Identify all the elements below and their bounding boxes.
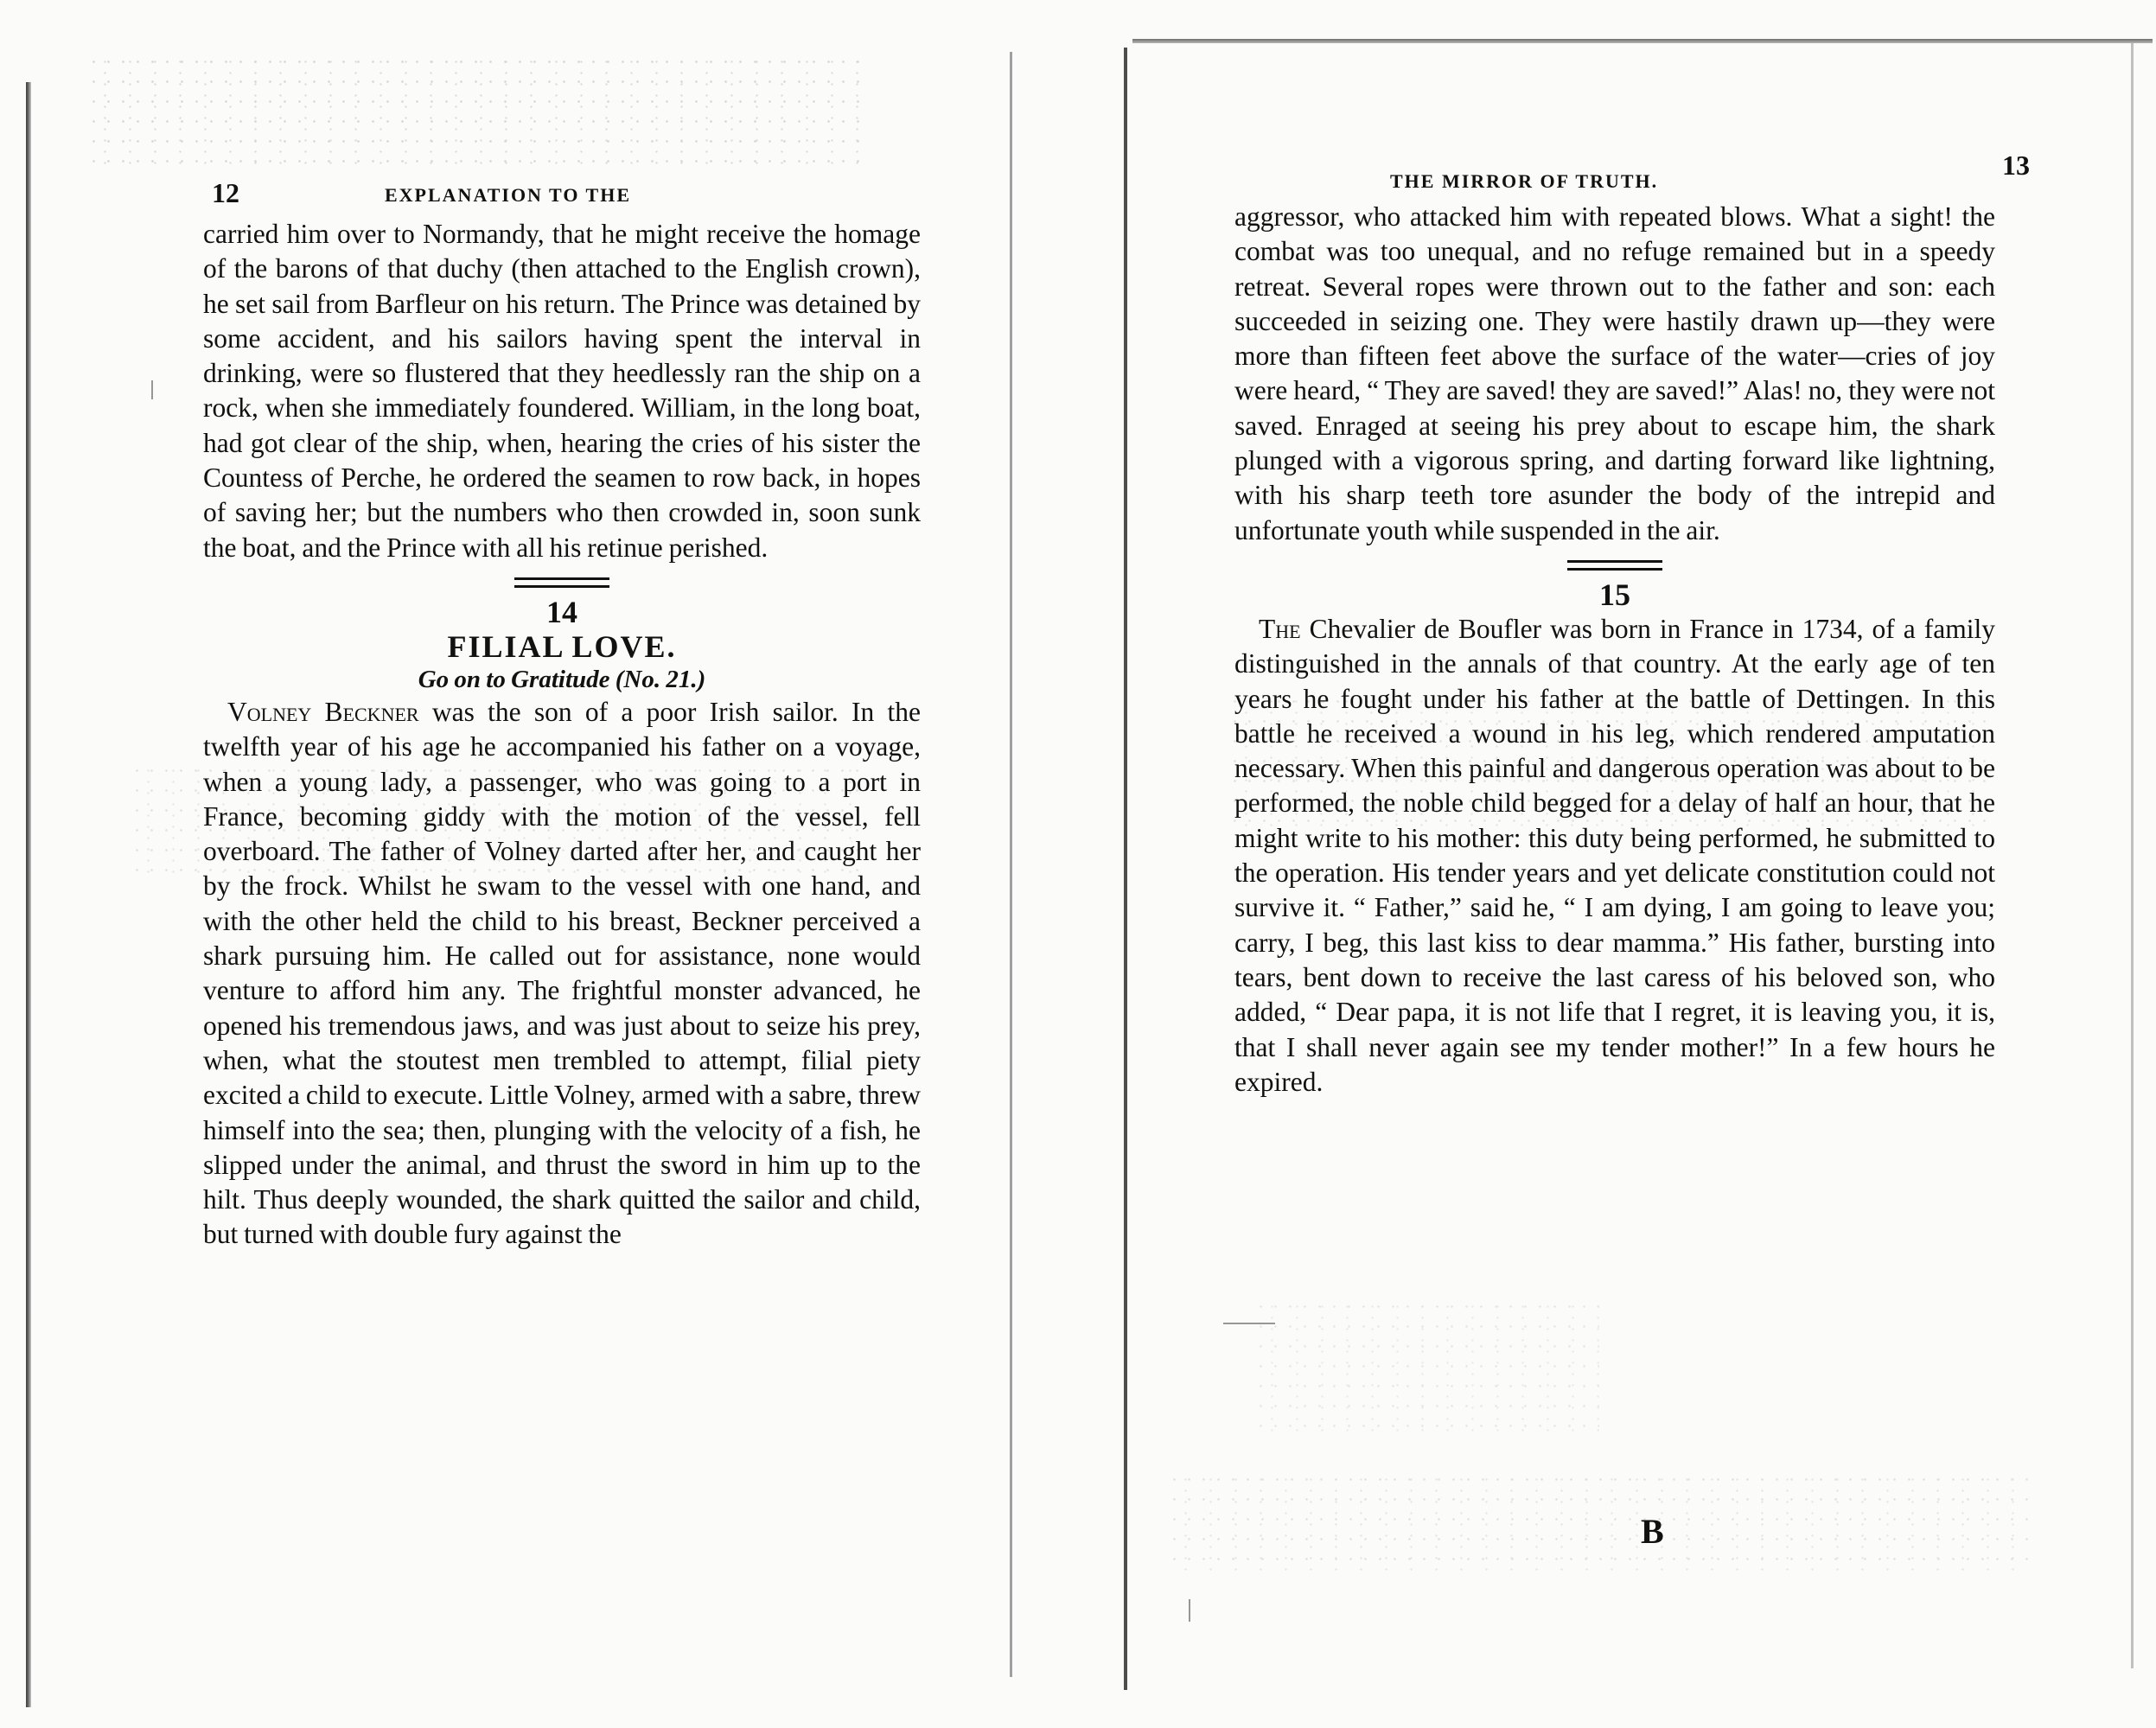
anecdote-number: 15 (1599, 577, 1630, 612)
anecdote-paragraph (1234, 612, 1995, 1100)
section-divider (514, 577, 609, 588)
stray-mark (151, 380, 153, 399)
left-page-edge (26, 82, 31, 1707)
signature-mark: B (1641, 1512, 1664, 1551)
left-running-head (203, 177, 921, 217)
anecdote-body-text: was the son of a poor Irish sailor. In the twelfth year of his age he accompanied his father on a voyage, when a young lady, a passenger, who was going to a port in France, becoming giddy with the motion of the vessel, fell overboard. The father of Volney darted after her, and caught her by the frock. Whilst he swam to the vessel with one hand, and with the other held the child to his breast, Beckner perceived a shark pursuing him. He called out for assistance, none would venture to afford him any. The frightful monster advanced, he opened his tremendous jaws, and was just about to seize his prey, when, what the stoutest men trembled to attempt, filial piety excited a child to execute. Little Volney, armed with a sabre, threw himself into the sea; then, plunging with the velocity of a fish, he slipped under the animal, and thrust the sword in him up to the hilt. Thus deeply wounded, the shark quitted the sailor and child, but turned with double fury against the (203, 696, 921, 1250)
right-page-body (1234, 200, 1995, 1100)
anecdote-number: 14 (546, 594, 577, 629)
stray-mark (1189, 1599, 1190, 1622)
right-page-top-edge (1132, 39, 2153, 43)
anecdote-title: FILIAL LOVE. (447, 628, 677, 664)
bleed-through-speckle (1167, 1470, 2032, 1573)
left-page-body (203, 217, 921, 1253)
gutter-edge-left (1010, 52, 1012, 1677)
stray-mark (1223, 1323, 1275, 1324)
right-page-edge (2131, 43, 2134, 1668)
bleed-through-speckle (1253, 1297, 1599, 1435)
anecdote-cross-reference: Go on to Gratitude (No. 21.) (418, 665, 706, 693)
anecdote-body-text: Chevalier de Boufler was born in France in 1734, of a family distinguished in the annals of that country. At the early age of ten years he fought under his father at the battle of Dettingen. In this battle he received a wound in his leg, which rendered amputation necessary. When this painful and dangerous operation was about to be performed, the noble child begged for a delay of half an hour, that he might write to his mother: this duty being performed, he submitted to the operation. His tender years and yet delicate constitution could not survive it. “ Father,” said he, “ I am dying, I am going to leave you; carry, I beg, this last kiss to dear mamma.” His father, bursting into tears, bent down to receive the last caress of his beloved son, who added, “ Dear papa, it is not life that I regret, it is leaving you, it is, that I shall never again see my tender mother!” In a few hours he expired. (1234, 613, 1995, 1097)
anecdote-lead-name: Volney Beckner (227, 696, 419, 727)
gutter-edge-right (1124, 48, 1127, 1690)
section-divider (1567, 560, 1662, 571)
paper-speckle (86, 52, 864, 173)
anecdote-paragraph (203, 695, 921, 1253)
left-page (203, 177, 921, 1253)
right-page (1234, 150, 2030, 1100)
right-running-head (1234, 150, 2030, 200)
continued-paragraph: aggressor, who attacked him with repeated blows. What a sight! the combat was too unequal, and no refuge remained but in a speedy retreat. Several ropes were thrown out to the father and son: each succeeded in seizing one. They were hastily drawn up—they were more than fifteen feet above the surface of the water—cries of joy were heard, “ They are saved! they are saved!” Alas! no, they were not saved. Enraged at seeing his prey about to escape him, the shark plunged with a vigorous spring, and darting forward like lightning, with his sharp teeth tore asunder the body of the intrepid and unfortunate youth while suspended in the air. (1234, 201, 1995, 545)
continued-paragraph: carried him over to Normandy, that he might receive the homage of the barons of that duchy (then attached to the English crown), he set sail from Barfleur on his return. The Prince was detained by some accident, and his sailors having spent the interval in drinking, were so flustered that they heedlessly ran the ship on a rock, when she immediately foundered. William, in the long boat, had got clear of the ship, when, hearing the cries of his sister the Countess of Perche, he ordered the seamen to row back, in hopes of saving her; but the numbers who then crowded in, soon sunk the boat, and the Prince with all his retinue perished. (203, 219, 921, 563)
left-running-title: EXPLANATION TO THE (385, 184, 631, 206)
right-running-title: THE MIRROR OF TRUTH. (1390, 170, 1659, 192)
left-page-number: 12 (212, 177, 239, 208)
anecdote-lead-name: The (1259, 613, 1301, 644)
right-page-number: 13 (2002, 150, 2030, 181)
